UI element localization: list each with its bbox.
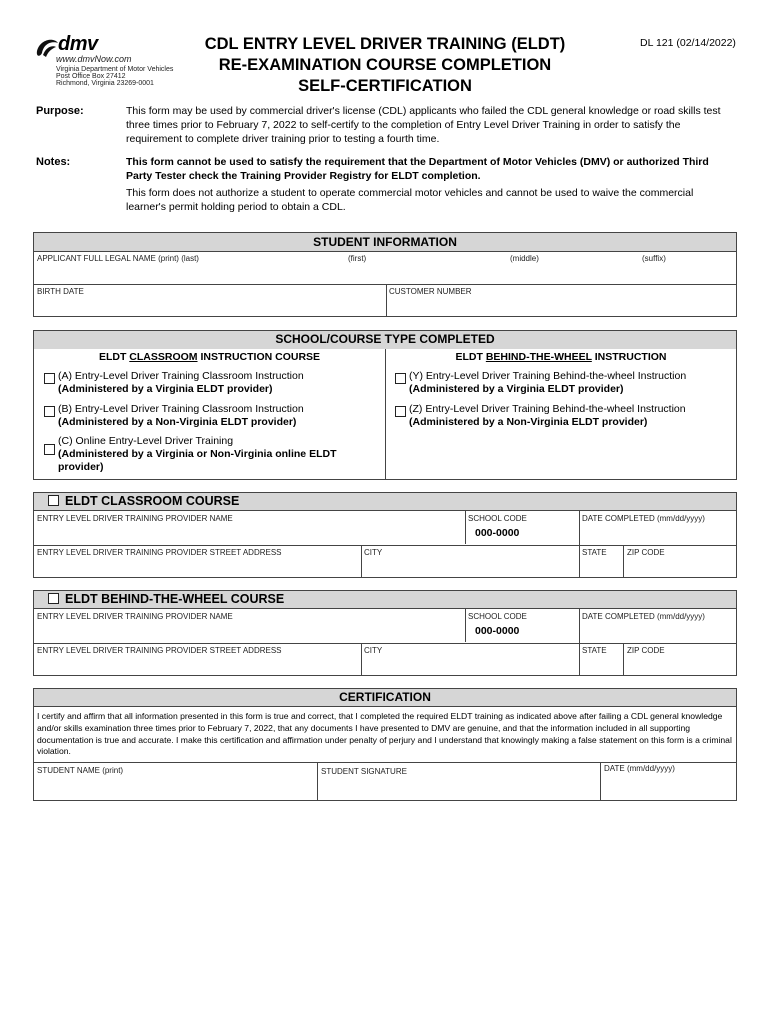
option-b xyxy=(58,403,304,429)
student-name-label: STUDENT NAME (print) xyxy=(37,766,124,775)
option-c-title: (C) Online Entry-Level Driver Training xyxy=(58,435,234,447)
option-z-checkbox[interactable] xyxy=(395,406,406,417)
classroom-school-code-value[interactable]: 000-0000 xyxy=(475,527,520,539)
certification-text: I certify and affirm that all information presented in this form is true and correct, that I completed the required ELDT training as indicated above after failing a CDL general knowledge and/or skills examination three times prior to February 7, 2022, that any documents I have presented to DMV are genuine, and that the information included in all supporting documentation is true and accurate. I make this certification and affirmation under penalty of perjury and I understand that knowingly making a false statement on this form is a criminal violation. xyxy=(37,711,732,757)
btw-school-code-label: SCHOOL CODE xyxy=(468,612,527,621)
logo-agency: Virginia Department of Motor Vehicles xyxy=(56,66,174,73)
option-c-checkbox[interactable] xyxy=(44,444,55,455)
classroom-zip-label: ZIP CODE xyxy=(627,548,665,557)
option-b-title: (B) Entry-Level Driver Training Classroom Instruction xyxy=(58,403,304,415)
title-line-2: RE-EXAMINATION COURSE COMPLETION xyxy=(218,56,552,74)
btw-course-checkbox[interactable] xyxy=(48,593,59,604)
customer-number-label: CUSTOMER NUMBER xyxy=(389,287,472,296)
option-a-checkbox[interactable] xyxy=(44,373,55,384)
middle-name-label: (middle) xyxy=(510,254,539,263)
logo-pobox: Post Office Box 27412 xyxy=(56,73,126,80)
btw-city-field[interactable] xyxy=(362,655,578,675)
title-line-1: CDL ENTRY LEVEL DRIVER TRAINING (ELDT) xyxy=(204,35,566,53)
classroom-date-completed-field[interactable] xyxy=(580,524,736,544)
option-a-provider: (Administered by a Virginia ELDT provider) xyxy=(58,383,273,395)
btw-city-label: CITY xyxy=(364,646,383,655)
legal-name-label: APPLICANT FULL LEGAL NAME (print) (last) xyxy=(37,254,199,263)
certification-date-field[interactable] xyxy=(601,776,736,800)
certification-section xyxy=(33,688,737,801)
classroom-state-label: STATE xyxy=(582,548,607,557)
student-information-header: STUDENT INFORMATION xyxy=(34,233,736,252)
notes-label: Notes: xyxy=(36,156,71,168)
btw-course-header xyxy=(34,591,736,609)
classroom-school-code-label: SCHOOL CODE xyxy=(468,514,527,523)
purpose-label: Purpose: xyxy=(36,105,84,117)
btw-state-field[interactable] xyxy=(580,655,622,675)
suffix-label: (suffix) xyxy=(642,254,666,263)
option-y-provider: (Administered by a Virginia ELDT provider) xyxy=(409,383,624,395)
student-signature-field[interactable] xyxy=(318,776,599,800)
classroom-street-address-field[interactable] xyxy=(34,557,360,577)
student-name-field[interactable] xyxy=(34,776,316,800)
option-z-provider: (Administered by a Non-Virginia ELDT provider) xyxy=(409,416,648,428)
classroom-zip-field[interactable] xyxy=(624,557,736,577)
certification-date-label: DATE (mm/dd/yyyy) xyxy=(604,764,675,773)
classroom-instruction-heading: ELDT CLASSROOM INSTRUCTION COURSE xyxy=(98,351,321,363)
option-a xyxy=(58,370,304,396)
classroom-course-checkbox[interactable] xyxy=(48,495,59,506)
option-z xyxy=(409,403,686,429)
btw-course-title: ELDT BEHIND-THE-WHEEL COURSE xyxy=(65,592,285,606)
school-course-type-section xyxy=(33,330,737,480)
btw-street-address-field[interactable] xyxy=(34,655,360,675)
btw-date-completed-field[interactable] xyxy=(580,622,736,642)
btw-provider-name-label: ENTRY LEVEL DRIVER TRAINING PROVIDER NAME xyxy=(37,612,233,621)
option-a-title: (A) Entry-Level Driver Training Classroom Instruction xyxy=(58,370,304,382)
btw-instruction-heading: ELDT BEHIND-THE-WHEEL INSTRUCTION xyxy=(455,351,667,363)
classroom-course-section xyxy=(33,492,737,578)
customer-number-field[interactable] xyxy=(387,296,736,316)
option-z-title: (Z) Entry-Level Driver Training Behind-the-wheel Instruction xyxy=(409,403,686,415)
option-b-provider: (Administered by a Non-Virginia ELDT provider) xyxy=(58,416,297,428)
notes-bold-text: This form cannot be used to satisfy the requirement that the Department of Motor Vehicles (DMV) or authorized Third Party Tester check the Training Provider Registry for ELDT completion. xyxy=(126,156,709,182)
form-title xyxy=(170,34,600,97)
btw-course-section xyxy=(33,590,737,676)
option-c-provider: (Administered by a Virginia or Non-Virginia online ELDT xyxy=(58,448,337,460)
classroom-state-field[interactable] xyxy=(580,557,622,577)
option-y xyxy=(409,370,686,396)
form-number: DL 121 (02/14/2022) xyxy=(640,37,736,49)
btw-state-label: STATE xyxy=(582,646,607,655)
legal-name-field[interactable] xyxy=(34,263,736,283)
classroom-street-address-label: ENTRY LEVEL DRIVER TRAINING PROVIDER STREET ADDRESS xyxy=(37,548,282,557)
option-c-provider-cont: provider) xyxy=(58,461,104,473)
btw-zip-field[interactable] xyxy=(624,655,736,675)
classroom-city-label: CITY xyxy=(364,548,383,557)
option-b-checkbox[interactable] xyxy=(44,406,55,417)
purpose-text: This form may be used by commercial driver's license (CDL) applicants who failed the CDL general knowledge or road skills test three times prior to February 7, 2022 to self-certify to the completion of Entry Level Driver Training in order to satisfy the requirement to complete driver training prior to testing a fourth time. xyxy=(126,105,721,145)
notes-text: This form does not authorize a student to operate commercial motor vehicles and cannot be used to waive the commercial learner's permit holding period to obtain a CDL. xyxy=(126,187,694,213)
classroom-provider-name-label: ENTRY LEVEL DRIVER TRAINING PROVIDER NAME xyxy=(37,514,233,523)
btw-provider-name-field[interactable] xyxy=(34,622,464,642)
btw-zip-label: ZIP CODE xyxy=(627,646,665,655)
student-information-section xyxy=(33,232,737,317)
classroom-course-title: ELDT CLASSROOM COURSE xyxy=(65,494,240,508)
logo-brand: dmv xyxy=(58,33,98,55)
btw-street-address-label: ENTRY LEVEL DRIVER TRAINING PROVIDER STREET ADDRESS xyxy=(37,646,282,655)
classroom-city-field[interactable] xyxy=(362,557,578,577)
student-signature-label: STUDENT SIGNATURE xyxy=(321,767,407,776)
option-y-title: (Y) Entry-Level Driver Training Behind-the-wheel Instruction xyxy=(409,370,687,382)
option-c xyxy=(58,435,336,474)
first-name-label: (first) xyxy=(348,254,367,263)
btw-school-code-value[interactable]: 000-0000 xyxy=(475,625,520,637)
btw-date-completed-label: DATE COMPLETED (mm/dd/yyyy) xyxy=(582,612,705,621)
classroom-provider-name-field[interactable] xyxy=(34,524,464,544)
school-course-type-header: SCHOOL/COURSE TYPE COMPLETED xyxy=(34,331,736,349)
logo-city: Richmond, Virginia 23269-0001 xyxy=(56,80,154,87)
title-line-3: SELF-CERTIFICATION xyxy=(298,77,472,95)
option-y-checkbox[interactable] xyxy=(395,373,406,384)
classroom-date-completed-label: DATE COMPLETED (mm/dd/yyyy) xyxy=(582,514,705,523)
birth-date-label: BIRTH DATE xyxy=(37,287,84,296)
birth-date-field[interactable] xyxy=(34,296,386,316)
classroom-course-header xyxy=(34,493,736,511)
logo-website: www.dmvNow.com xyxy=(56,54,132,64)
certification-header: CERTIFICATION xyxy=(34,689,736,707)
